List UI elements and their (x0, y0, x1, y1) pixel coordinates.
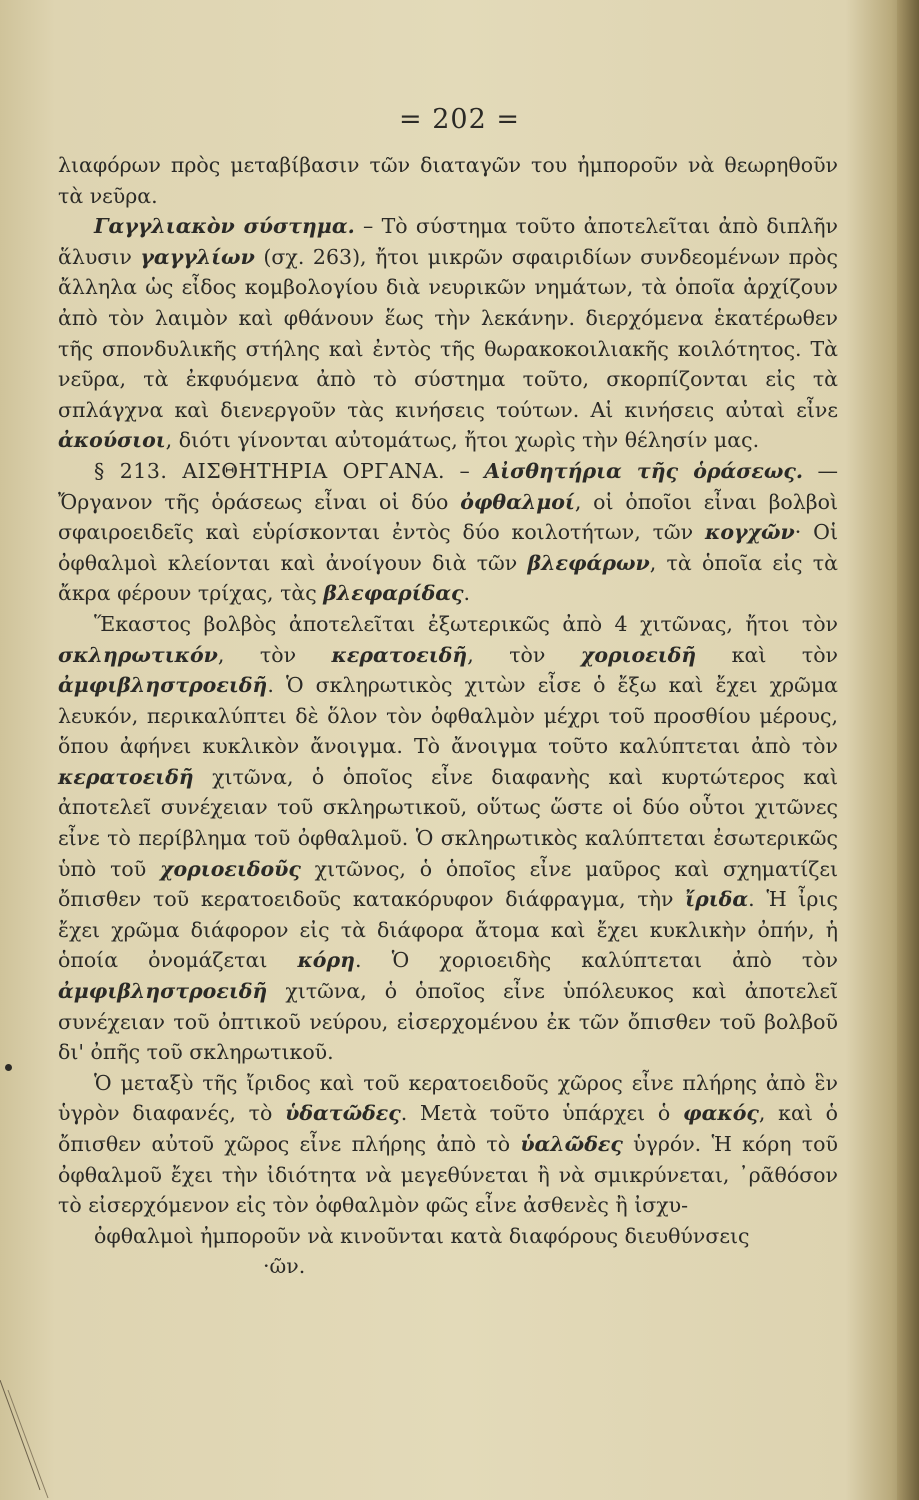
emphasized-term: βλεφάρων (527, 550, 650, 575)
text-run: , οἱ ὁποῖοι εἶναι βολβοὶ σφαιροειδεῖς καὶ εὑρίσκονται ἐντὸς δύο κοιλοτήτων, τῶν (58, 489, 838, 545)
text-run: , τὰ ὁποῖα εἰς τὰ ἄκρα φέρουν τρίχας, τὰς (58, 550, 838, 606)
text-run: . Ὁ σκληρωτικὸς χιτὼν εἶσε ὁ ἔξω καὶ ἔχει χρῶμα λευκόν, περικαλύπτει δὲ ὅλον τὸν ὀφθαλμὸν μέχρι τοῦ προσθίου μέρους, ὅπου ἀφήνει κυκλικὸν ἄνοιγμα. Τὸ ἄνοιγμα τοῦτο καλύπτεται ἀπὸ τὸν (58, 673, 838, 759)
emphasized-term: ὑαλῶδες (520, 1132, 623, 1156)
emphasized-term: Αἰσθητήρια τῆς ὁράσεως. (484, 458, 803, 483)
text-run: . Ὁ χοριοειδὴς καλύπτεται ἀπὸ τὸν (355, 948, 838, 973)
text-run: , τὸν (217, 642, 332, 667)
text-run: —Ὄργανον τῆς ὁράσεως εἶναι οἱ δύο (58, 458, 838, 514)
text-run: . Μετὰ τοῦτο ὑπάρχει ὁ (400, 1101, 684, 1126)
text-run: ὀφθαλμοὶ ἠμπορoῦν νὰ κινοῦνται κατὰ διαφόρους διευθύνσεις (94, 1223, 750, 1248)
text-run: Ὁ μεταξὺ τῆς ἴριδος καὶ τοῦ κερατοειδοῦς χῶρος εἶνε πλήρης ἀπὸ ἓν ὑγρὸν διαφανές, τὸ (58, 1070, 838, 1126)
emphasized-term: σκληρωτικόν (58, 642, 218, 667)
paragraph-3 (58, 456, 838, 609)
book-spine-shadow (897, 0, 919, 1500)
emphasized-term: ὑδατῶδες (285, 1101, 401, 1126)
text-run: § 213. ΑΙΣΘΗΤΗΡΙΑ ΟΡΓΑΝΑ. (94, 458, 446, 483)
paragraph-5 (58, 1068, 838, 1221)
emphasized-term: χοριοειδοῦς (160, 856, 301, 881)
emphasized-term: φακός (683, 1101, 759, 1126)
emphasized-term: κερατοειδῆ (58, 764, 194, 789)
paragraph-7 (263, 1251, 838, 1282)
margin-ink-dot (5, 1064, 12, 1071)
emphasized-term: χοριοειδῆ (580, 642, 697, 667)
text-run: , διότι γίνονται αὐτομάτως, ἤτοι χωρὶς τὴν θέλησίν μας. (165, 428, 760, 453)
emphasized-term: ἀκούσιοι (58, 428, 166, 453)
paragraph-6 (58, 1221, 838, 1252)
emphasized-term: κερατοειδῆ (331, 642, 468, 667)
emphasized-term: ὀφθαλμοί (460, 489, 575, 514)
text-run: χιτῶνος, ὁ ὁποῖος εἶνε μαῦρος καὶ σχηματίζει ὄπισθεν τοῦ κερατοειδοῦς κατακόρυφον διάφραγμα, τὴν (58, 856, 838, 912)
emphasized-term: ἴριδα (685, 887, 749, 912)
text-run: . Ἡ ἶρις ἔχει χρῶμα διάφορον εἰς τὰ διάφορα ἄτομα καὶ ἔχει κυκλικὴν ὀπήν, ἡ ὁποία ὀνομάζεται (58, 887, 838, 973)
text-run: καὶ τὸν (696, 642, 838, 667)
text-run: – (445, 458, 485, 483)
emphasized-term: γαγγλίων (140, 244, 255, 269)
text-run: , καὶ ὁ ὄπισθεν αὐτοῦ χῶρος εἶνε πλήρης ἀπὸ τὸ (58, 1101, 838, 1156)
text-run: λιαφόρων πρὸς μεταβίβασιν τῶν διαταγῶν του ἠμπορoῦν νὰ θεωρηθοῦν τὰ νεῦρα. (58, 153, 838, 208)
text-run: χιτῶνα, ὁ ὁποῖος εἶνε ὑπόλευκος καὶ ἀποτελεῖ συνέχειαν τοῦ ὀπτικοῦ νεύρου, εἰσερχομένου ἐκ τῶν ὄπισθεν τοῦ βολβοῦ δι' ὀπῆς τοῦ σκληρωτικοῦ. (58, 979, 838, 1065)
page-number: = 202 = (399, 104, 520, 135)
text-run: , τὸν (467, 642, 581, 667)
text-run: ὑγρόν. Ἡ κόρη τοῦ ὀφθαλμοῦ ἔχει τὴν ἰδιότητα νὰ μεγεθύνεται ἢ νὰ σμικρύνεται, ᾽ρᾶθόσον τὸ εἰσερχόμενον εἰς τὸν ὀφθαλμὸν φῶς εἶνε ἀσθενὲς ἢ ἰσχυ- (58, 1132, 838, 1218)
body-text (58, 150, 838, 1282)
emphasized-term: κόρη (297, 948, 356, 973)
emphasized-term: ἀμφιβληστροειδῆ (58, 673, 268, 698)
text-run: ·ῶν. (263, 1254, 306, 1279)
text-run: χιτῶνα, ὁ ὁποῖος εἶνε διαφανὴς καὶ κυρτώτερος καὶ ἀποτελεῖ συνέχειαν τοῦ σκληρωτικοῦ, οὕτως ὥστε οἱ δύο οὗτοι χιτῶνες εἶνε τὸ περίβλημα τοῦ ὀφθαλμοῦ. Ὁ σκληρωτικὸς καλύπτεται ἐσωτερικῶς ὑπὸ τοῦ (58, 764, 838, 881)
text-run: . (463, 581, 471, 606)
paragraph-1 (58, 150, 838, 211)
text-run: – Τὸ σύστημα τοῦτο ἀποτελεῖται ἀπὸ διπλῆν ἅλυσιν (58, 214, 838, 269)
page-crease-lines (0, 1380, 60, 1500)
text-run: · Οἱ ὀφθαλμοὶ κλείονται καὶ ἀνοίγουν διὰ τῶν (58, 520, 838, 575)
text-run: Ἕκαστος βολβὸς ἀποτελεῖται ἐξωτερικῶς ἀπὸ 4 χιτῶνας, ἤτοι τὸν (94, 611, 838, 636)
emphasized-term: κογχῶν (704, 520, 795, 545)
text-run: (σχ. 263), ἤτοι μικρῶν σφαιριδίων συνδεομένων πρὸς ἄλληλα ὡς εἶδος κομβολογίου διὰ νευρικῶν νημάτων, τὰ ὁποῖα ἀρχίζουν ἀπὸ τὸν λαιμὸν καὶ φθάνουν ἕως τὴν λεκάνην. διερχόμενα ἑκατέρωθεν τῆς σπονδυλικῆς στήλης καὶ ἐντὸς τῆς θωρακοκοιλιακῆς κοιλότητος. Τὰ νεῦρα, τὰ ἐκφυόμενα ἀπὸ τὸ σύστημα τοῦτο, σκορπίζονται εἰς τὰ σπλάγχνα καὶ διενεργοῦν τὰς κινήσεις τούτων. Αἱ κινήσεις αὐταὶ εἶνε (58, 244, 838, 422)
paragraph-4 (58, 609, 838, 1068)
emphasized-term: βλεφαρίδας (323, 581, 464, 606)
emphasized-term: ἀμφιβληστροειδῆ (58, 979, 268, 1004)
emphasized-term: Γαγγλιακὸν σύστημα. (94, 214, 355, 239)
paragraph-2 (58, 211, 838, 456)
